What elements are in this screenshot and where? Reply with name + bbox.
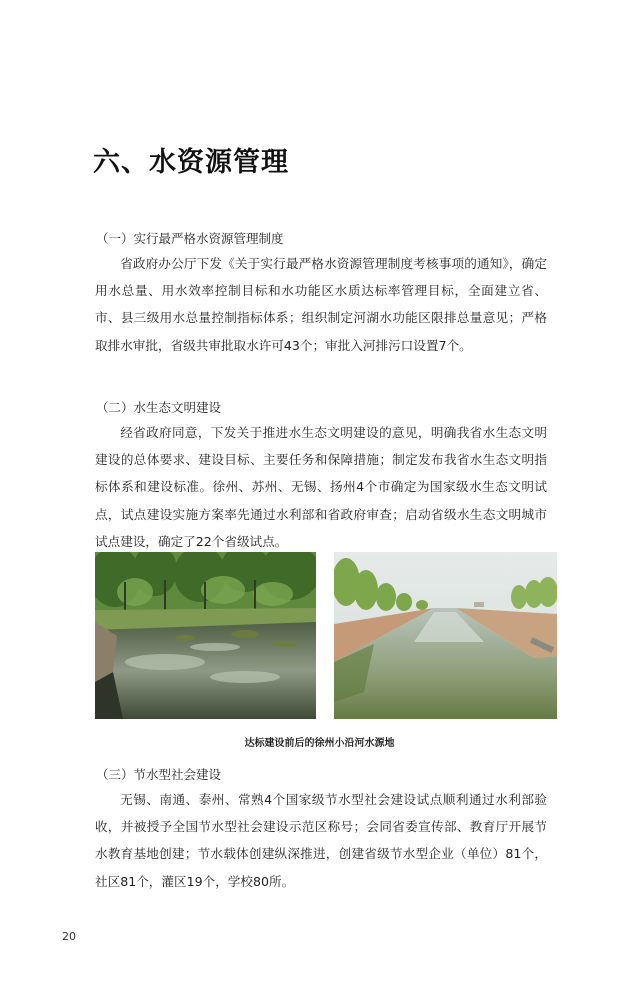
photo-after (334, 552, 557, 719)
section-1-heading: （一）实行最严格水资源管理制度 (96, 231, 284, 246)
figure-caption: 达标建设前后的徐州小沿河水源地 (244, 738, 395, 749)
photo-before (95, 552, 316, 719)
section-1-body: 省政府办公厅下发《关于实行最严格水资源管理制度考核事项的通知》，确定用水总量、用水效率控制目标和水功能区水质达标率管理目标，全面建立省、市、县三级用水总量控制指标体系；组织制定河湖水功能区限排总量意见；严格取排水审批，省级共审批取水许可43个；审批入河排污口设置7个。 (95, 256, 547, 353)
section-2-heading: （二）水生态文明建设 (96, 400, 222, 415)
figure-photos (95, 552, 557, 719)
page-number: 20 (62, 930, 76, 943)
section-2-body: 经省政府同意，下发关于推进水生态文明建设的意见，明确我省水生态文明建设的总体要求、建设目标、主要任务和保障措施；制定发布我省水生态文明指标体系和建设标准。徐州、苏州、无锡、扬州4个市确定为国家级水生态文明试点，试点建设实施方案率先通过水利部和省政府审查；启动省级水生态文明城市试点建设，确定了22个省级试点。 (95, 425, 547, 549)
section-3-body: 无锡、南通、泰州、常熟4个国家级节水型社会建设试点顺利通过水利部验收，并被授予全国节水型社会建设示范区称号；会同省委宣传部、教育厅开展节水教育基地创建；节水载体创建纵深推进，创建省级节水型企业（单位）81个，社区81个，灌区19个，学校80所。 (95, 792, 547, 889)
chapter-title: 六、水资源管理 (93, 147, 289, 178)
section-3-heading: （三）节水型社会建设 (96, 767, 222, 782)
